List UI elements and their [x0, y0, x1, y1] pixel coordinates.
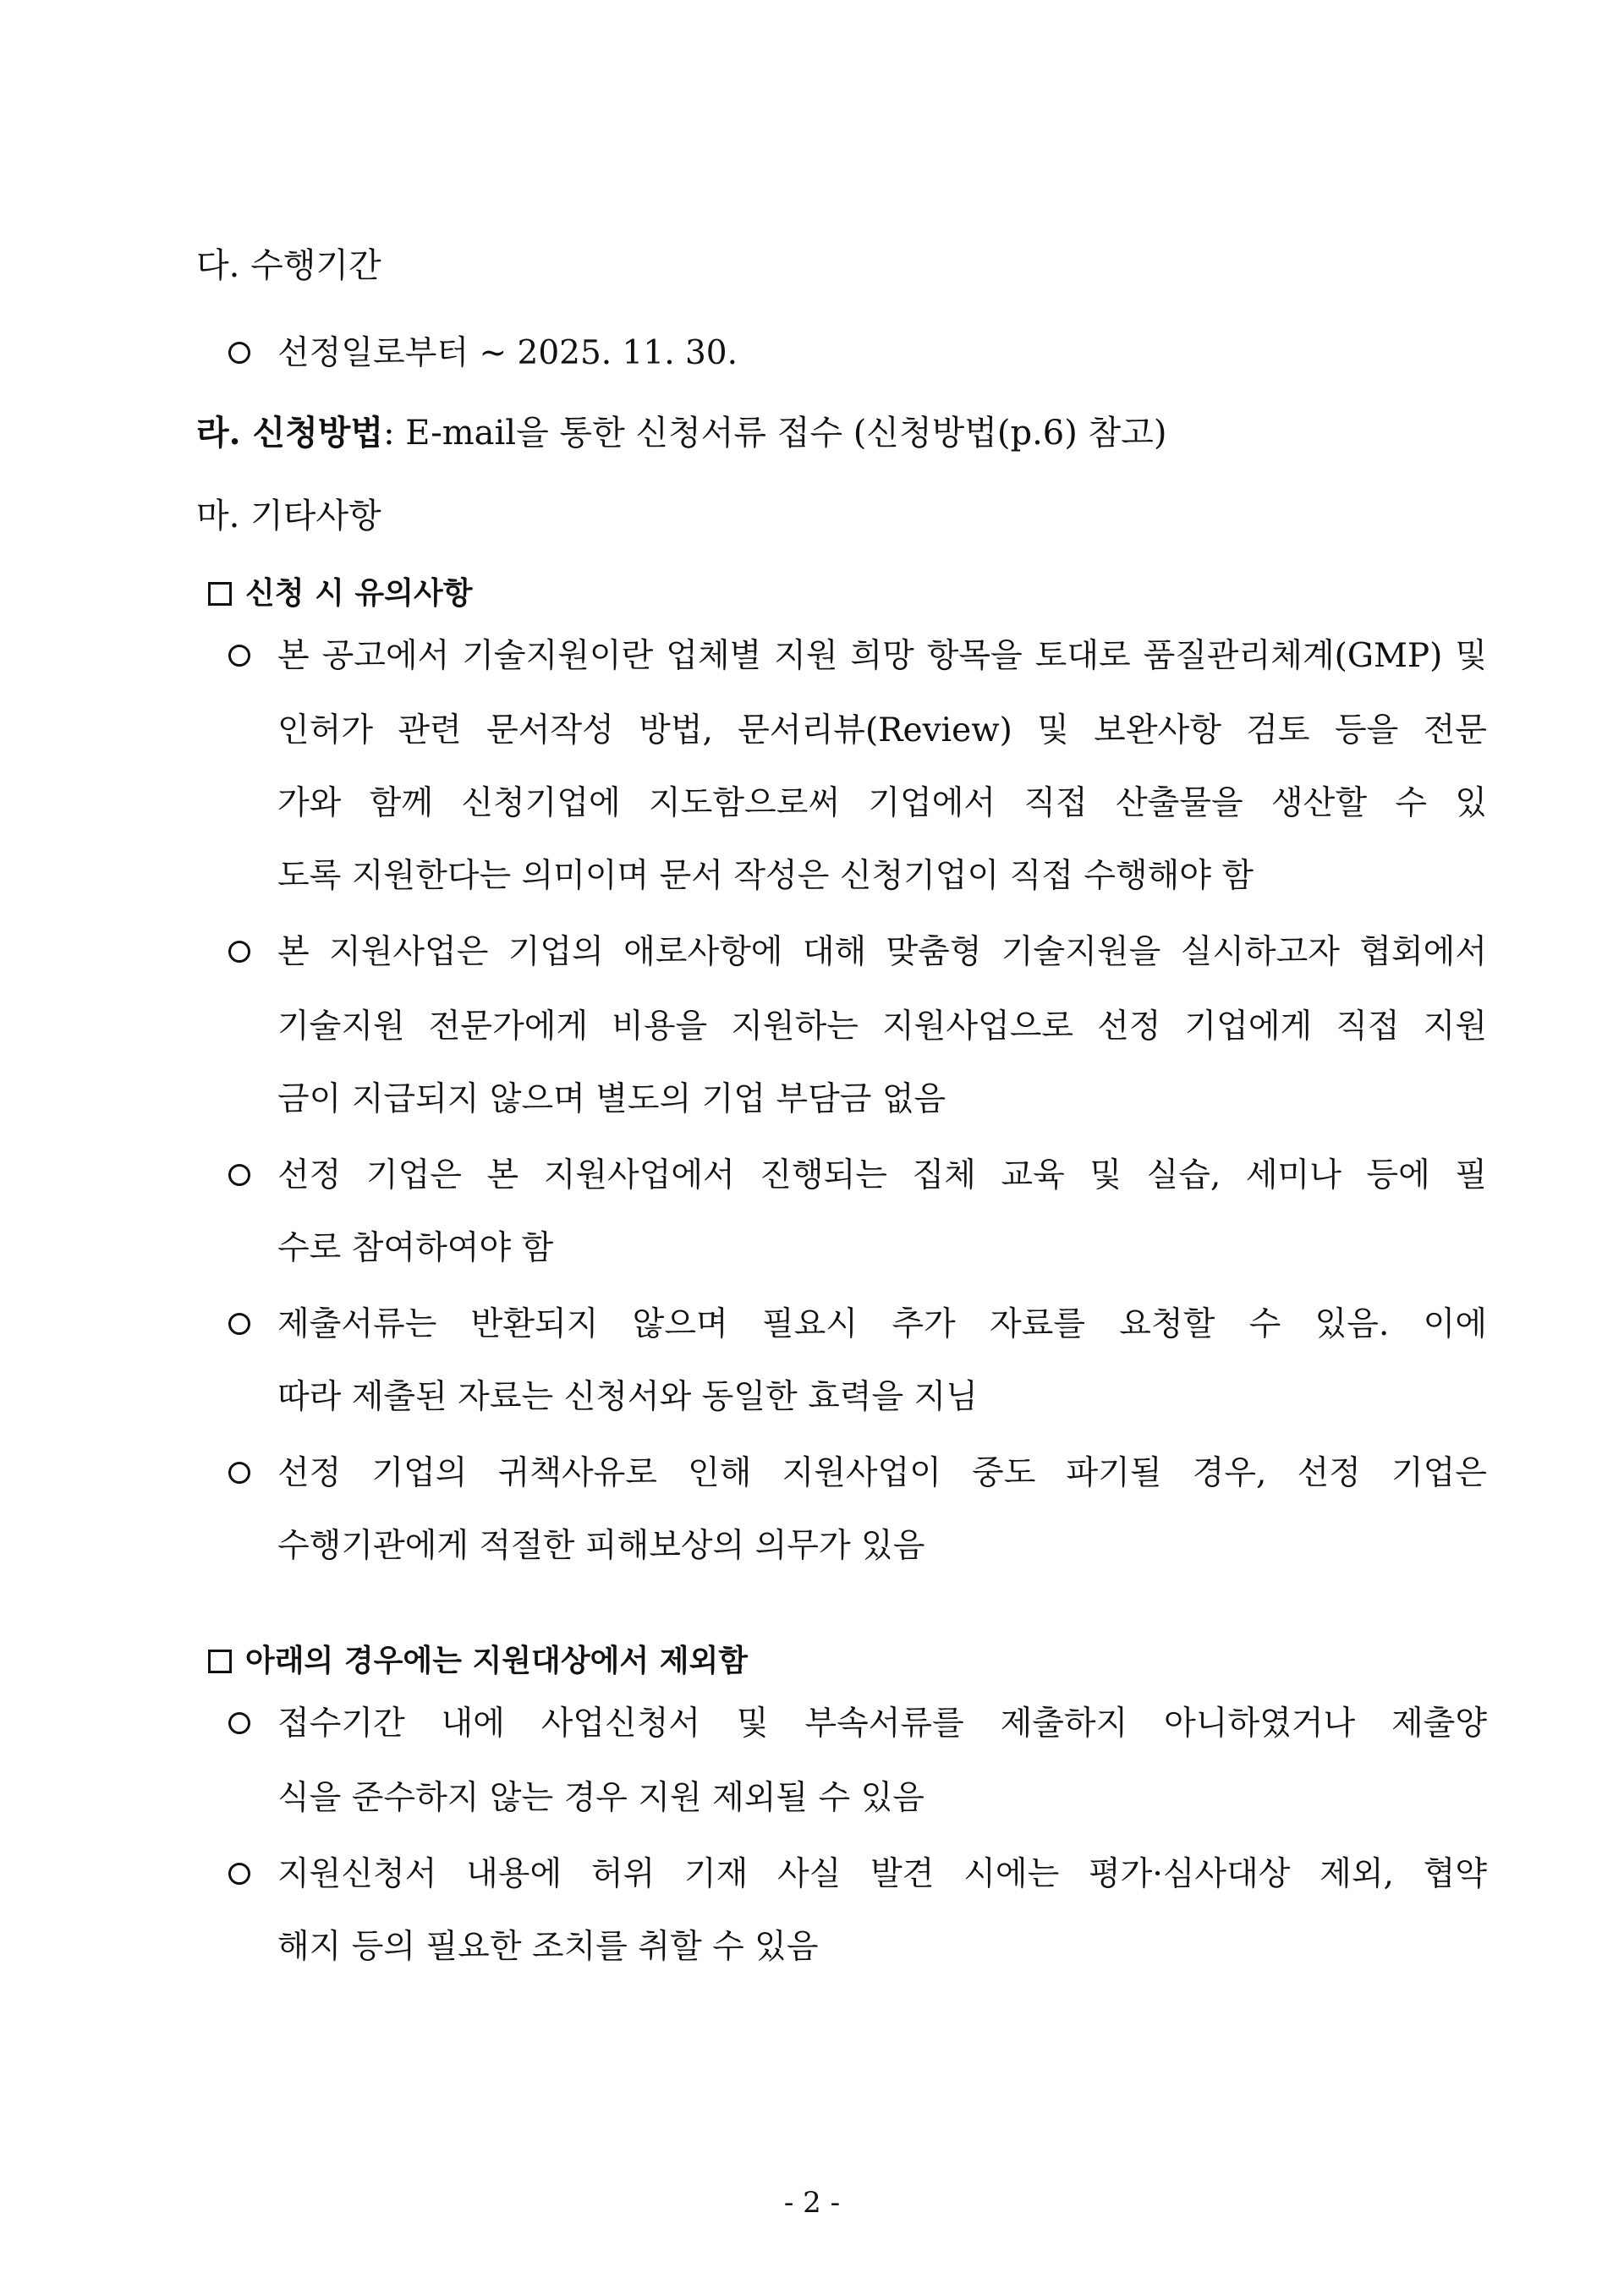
notes-item-1-line-1: 본 공고에서 기술지원이란 업체별 지원 희망 항목을 토대로 품질관리체계(GMP) 및 [277, 637, 1487, 675]
period-text: 선정일로부터 ~ 2025. 11. 30. [277, 334, 738, 372]
bullet-circle [228, 1863, 250, 1885]
exclusions-item-2-line-1: 지원신청서 내용에 허위 기재 사실 발견 시에는 평가·심사대상 제외, 협약 [277, 1855, 1487, 1893]
notes-item-3-line-2: 수로 참여하여야 함 [277, 1229, 554, 1267]
bullet-circle [228, 1164, 250, 1186]
exclusions-title-text: 아래의 경우에는 지원대상에서 제외함 [245, 1643, 749, 1678]
bullet-circle [228, 941, 250, 963]
notes-item-4-line-1: 제출서류는 반환되지 않으며 필요시 추가 자료를 요청할 수 있음. 이에 [277, 1305, 1487, 1343]
notes-item-5-line-1: 선정 기업의 귀책사유로 인해 지원사업이 중도 파기될 경우, 선정 기업은 [277, 1454, 1487, 1492]
notes-item-4-line-2: 따라 제출된 자료는 신청서와 동일한 효력을 지님 [277, 1378, 978, 1416]
bullet-circle [228, 1462, 250, 1484]
heading-other-matters: 마. 기타사항 [196, 497, 381, 535]
notes-title [208, 572, 473, 614]
page-number: - 2 - [783, 2186, 841, 2220]
notes-item-2-line-1: 본 지원사업은 기업의 애로사항에 대해 맞춤형 기술지원을 실시하고자 협회에서 [277, 933, 1487, 971]
application-method-text: : E-mail을 통한 신청서류 접수 (신청방법(p.6) 참고) [383, 414, 1167, 453]
exclusions-item-2-line-2: 해지 등의 필요한 조치를 취할 수 있음 [277, 1928, 819, 1966]
checkbox-square-icon [208, 582, 232, 606]
notes-item-5-line-2: 수행기관에게 적절한 피해보상의 의무가 있음 [277, 1527, 925, 1565]
notes-item-1-line-3: 가와 함께 신청기업에 지도함으로써 기업에서 직접 산출물을 생산할 수 있 [277, 784, 1487, 822]
notes-item-2-line-3: 금이 지급되지 않으며 별도의 기업 부담금 없음 [277, 1080, 946, 1118]
exclusions-item-1-line-2: 식을 준수하지 않는 경우 지원 제외될 수 있음 [277, 1779, 924, 1817]
notes-item-2-line-2: 기술지원 전문가에게 비용을 지원하는 지원사업으로 선정 기업에게 직접 지원 [277, 1007, 1487, 1046]
heading-period: 다. 수행기간 [196, 246, 381, 285]
exclusions-title [208, 1639, 748, 1682]
bullet-circle [228, 1712, 250, 1734]
bullet-circle [228, 1313, 250, 1335]
checkbox-square-icon [208, 1650, 232, 1673]
bullet-circle [228, 342, 250, 364]
notes-item-1-line-2: 인허가 관련 문서작성 방법, 문서리뷰(Review) 및 보완사항 검토 등을 전문 [277, 711, 1487, 749]
bullet-circle [228, 645, 250, 667]
notes-title-text: 신청 시 유의사항 [245, 575, 473, 611]
heading-application-method [196, 409, 1166, 457]
notes-item-3-line-1: 선정 기업은 본 지원사업에서 진행되는 집체 교육 및 실습, 세미나 등에 필 [277, 1156, 1487, 1194]
application-method-label: 라. 신청방법 [196, 413, 384, 453]
exclusions-item-1-line-1: 접수기간 내에 사업신청서 및 부속서류를 제출하지 아니하였거나 제출양 [277, 1705, 1487, 1743]
notes-item-1-line-4: 도록 지원한다는 의미이며 문서 작성은 신청기업이 직접 수행해야 함 [277, 857, 1254, 895]
